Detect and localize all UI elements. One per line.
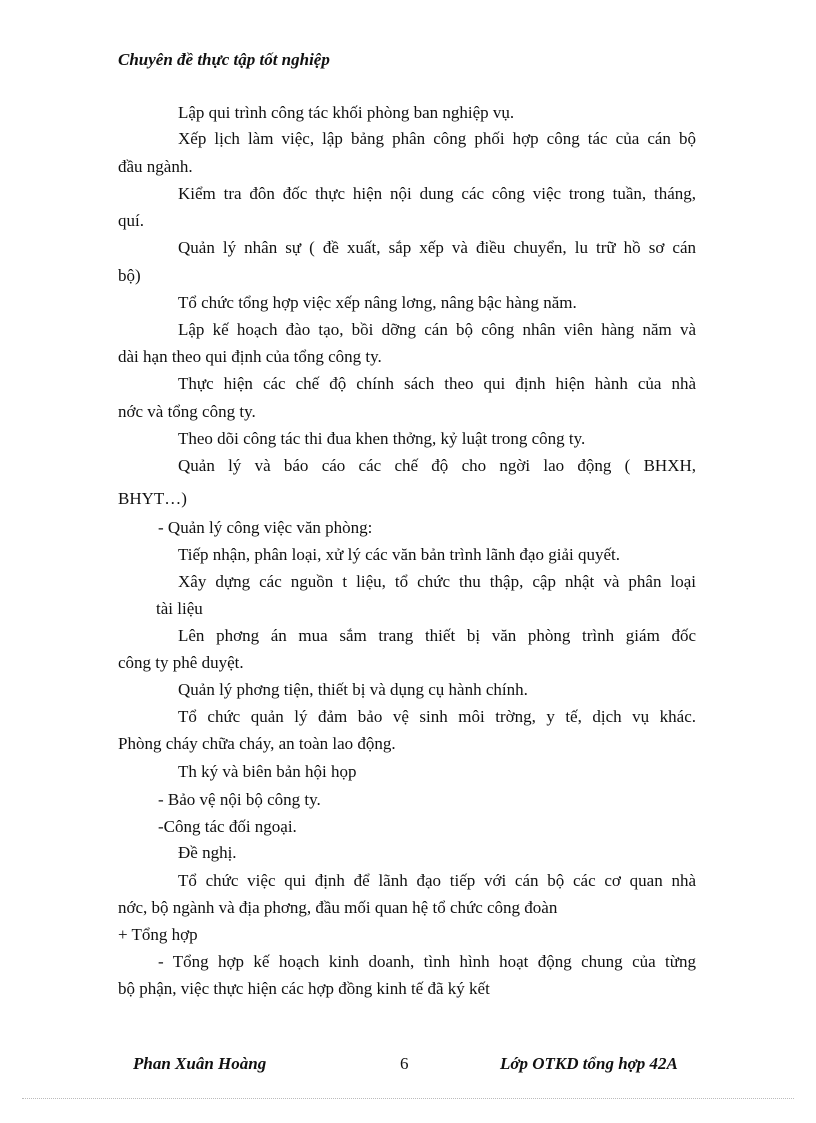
text-line: Quản lý nhân sự ( đề xuất, sắp xếp và điều chuyển, lu trữ hồ sơ cán [178,238,696,257]
page-header-title: Chuyên đề thực tập tốt nghiệp [118,50,330,69]
text-line: dài hạn theo qui định của tổng công ty. [118,347,382,366]
text-line: Th ký và biên bản hội họp [178,762,357,781]
page-number: 6 [400,1054,409,1073]
text-line: Tổ chức tổng hợp việc xếp nâng lơng, nâng bậc hàng năm. [178,293,577,312]
text-line: Theo dõi công tác thi đua khen thởng, kỷ luật trong công ty. [178,429,586,448]
text-line: Tổ chức việc qui định để lãnh đạo tiếp với cán bộ các cơ quan nhà [178,871,696,890]
text-line: nớc, bộ ngành và địa phơng, đầu mối quan hệ tổ chức công đoàn [118,898,558,917]
footer-author: Phan Xuân Hoàng [133,1054,267,1073]
text-line: - Quản lý công việc văn phòng: [158,518,373,537]
text-line: - Tổng hợp kế hoạch kinh doanh, tình hình hoạt động chung của từng [158,952,696,971]
text-line: Lập kế hoạch đào tạo, bồi dỡng cán bộ công nhân viên hàng năm và [178,320,696,339]
text-line: bộ phận, việc thực hiện các hợp đồng kinh tế đã ký kết [118,979,490,998]
text-line: + Tổng hợp [118,925,198,944]
text-line: đầu ngành. [118,157,193,176]
text-line: Xây dựng các nguồn t liệu, tổ chức thu thập, cập nhật và phân loại [178,572,696,591]
text-line: Quản lý và báo cáo các chế độ cho ngời lao động ( BHXH, [178,456,696,475]
text-line: Xếp lịch làm việc, lập bảng phân công phối hợp công tác của cán bộ [178,129,696,148]
text-line: BHYT…) [118,489,187,508]
text-line: Lên phơng án mua sắm trang thiết bị văn phòng trình giám đốc [178,626,696,645]
text-line: quí. [118,211,144,230]
text-line: bộ) [118,266,141,285]
text-line: tài liệu [156,599,203,618]
text-line: Tiếp nhận, phân loại, xử lý các văn bản trình lãnh đạo giải quyết. [178,545,620,564]
text-line: Kiểm tra đôn đốc thực hiện nội dung các công việc trong tuần, tháng, [178,184,696,203]
text-line: Đề nghị. [178,843,237,862]
text-line: - Bảo vệ nội bộ công ty. [158,790,321,809]
text-line: công ty phê duyệt. [118,653,244,672]
text-line: Thực hiện các chế độ chính sách theo qui định hiện hành của nhà [178,374,696,393]
text-line: Quản lý phơng tiện, thiết bị và dụng cụ hành chính. [178,680,528,699]
text-line: nớc và tổng công ty. [118,402,256,421]
text-line: Lập qui trình công tác khối phòng ban nghiệp vụ. [178,103,515,122]
text-line: -Công tác đối ngoại. [158,817,297,836]
text-line: Tổ chức quản lý đảm bảo vệ sinh môi trờng, y tế, dịch vụ khác. [178,707,696,726]
footer-class: Lớp OTKD tổng hợp 42A [500,1054,678,1073]
text-line: Phòng cháy chữa cháy, an toàn lao động. [118,734,396,753]
page-bottom-divider [22,1098,794,1099]
